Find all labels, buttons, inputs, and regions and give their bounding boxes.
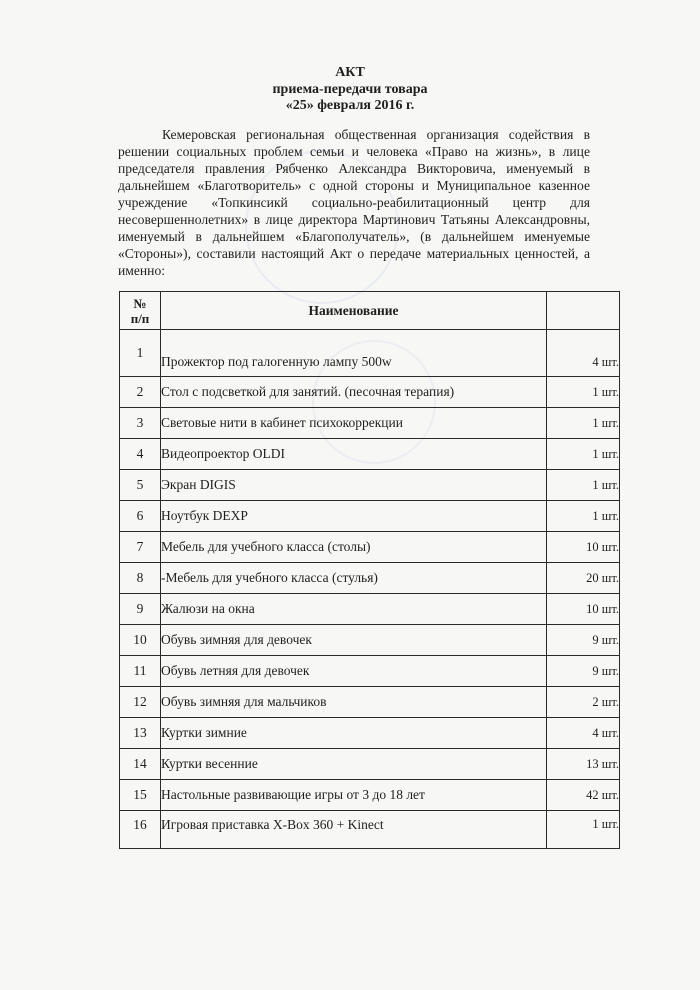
goods-table: [119, 291, 620, 849]
table-header-row: [120, 292, 620, 330]
row-quantity: 2 шт.: [547, 687, 620, 718]
row-number: 4: [120, 439, 161, 470]
header-number-line1: №: [133, 295, 147, 311]
row-quantity: 1 шт.: [547, 501, 620, 532]
row-quantity: 42 шт.: [547, 780, 620, 811]
row-quantity: 1 шт.: [547, 811, 620, 849]
header-number: [120, 292, 161, 330]
row-item-name: Игровая приставка X-Box 360 + Kinect: [161, 811, 547, 849]
row-item-name: Обувь зимняя для девочек: [161, 625, 547, 656]
row-item-name: Обувь зимняя для мальчиков: [161, 687, 547, 718]
row-item-name: Световые нити в кабинет психокоррекции: [161, 408, 547, 439]
row-number: 8: [120, 563, 161, 594]
table-row: [120, 594, 620, 625]
row-item-name: Стол с подсветкой для занятий. (песочная терапия): [161, 377, 547, 408]
row-number: 10: [120, 625, 161, 656]
header-quantity: [547, 292, 620, 330]
row-number: 16: [120, 811, 161, 849]
row-number: 7: [120, 532, 161, 563]
row-item-name: Настольные развивающие игры от 3 до 18 лет: [161, 780, 547, 811]
row-item-name: Прожектор под галогенную лампу 500w: [161, 330, 547, 377]
row-item-name: Ноутбук DEXP: [161, 501, 547, 532]
table-row: [120, 563, 620, 594]
table-row: [120, 718, 620, 749]
table-row: [120, 780, 620, 811]
row-item-name: Видеопроектор OLDI: [161, 439, 547, 470]
table-row: [120, 408, 620, 439]
table-row: [120, 470, 620, 501]
row-item-name: Обувь летняя для девочек: [161, 656, 547, 687]
row-quantity: 4 шт.: [547, 718, 620, 749]
row-quantity: 1 шт.: [547, 408, 620, 439]
document-title: АКТ: [335, 65, 365, 80]
row-quantity: 9 шт.: [547, 625, 620, 656]
table-row: [120, 377, 620, 408]
row-quantity: 4 шт.: [547, 330, 620, 377]
row-number: 3: [120, 408, 161, 439]
row-item-name: Куртки весенние: [161, 749, 547, 780]
row-quantity: 13 шт.: [547, 749, 620, 780]
table-row: [120, 501, 620, 532]
row-quantity: 1 шт.: [547, 439, 620, 470]
row-number: 14: [120, 749, 161, 780]
document-subtitle: приема-передачи товара: [272, 82, 428, 97]
row-number: 9: [120, 594, 161, 625]
row-item-name: -Мебель для учебного класса (стулья): [161, 563, 547, 594]
row-quantity: 1 шт.: [547, 470, 620, 501]
header-name: Наименование: [161, 292, 547, 330]
row-item-name: Экран DIGIS: [161, 470, 547, 501]
header-number-line2: п/п: [130, 310, 150, 326]
row-number: 1: [120, 330, 161, 377]
row-number: 2: [120, 377, 161, 408]
table-row: [120, 749, 620, 780]
table-row: [120, 532, 620, 563]
row-quantity: 20 шт.: [547, 563, 620, 594]
row-item-name: Куртки зимние: [161, 718, 547, 749]
row-quantity: 10 шт.: [547, 594, 620, 625]
table-row: [120, 811, 620, 849]
intro-paragraph: Кемеровская региональная общественная организация содействия в решении социальных проблем семьи и человека «Право на жизнь», в лице председателя правления Рябченко Александра Викторовича, именуемый в дальнейшем «Благотворитель» с одной стороны и Муниципальное казенное учреждение «Топкинсикй социально-реабилитационный центр для несовершеннолетних» в лице директора Мартинович Татьяны Александровны, именуемый в дальнейшем «Благополучатель», (в дальнейшем именуемые «Стороны»), составили настоящий Акт о передаче материальных ценностей, а именно:: [118, 127, 590, 278]
row-quantity: 10 шт.: [547, 532, 620, 563]
row-quantity: 1 шт.: [547, 377, 620, 408]
row-item-name: Жалюзи на окна: [161, 594, 547, 625]
table-row: [120, 656, 620, 687]
table-row: [120, 625, 620, 656]
document-date: «25» февраля 2016 г.: [285, 98, 415, 113]
table-row: [120, 439, 620, 470]
table-row: [120, 687, 620, 718]
table-row: [120, 330, 620, 377]
row-number: 5: [120, 470, 161, 501]
row-number: 15: [120, 780, 161, 811]
row-number: 6: [120, 501, 161, 532]
row-number: 12: [120, 687, 161, 718]
row-number: 13: [120, 718, 161, 749]
row-number: 11: [120, 656, 161, 687]
table-body: [120, 330, 620, 849]
row-item-name: Мебель для учебного класса (столы): [161, 532, 547, 563]
row-quantity: 9 шт.: [547, 656, 620, 687]
